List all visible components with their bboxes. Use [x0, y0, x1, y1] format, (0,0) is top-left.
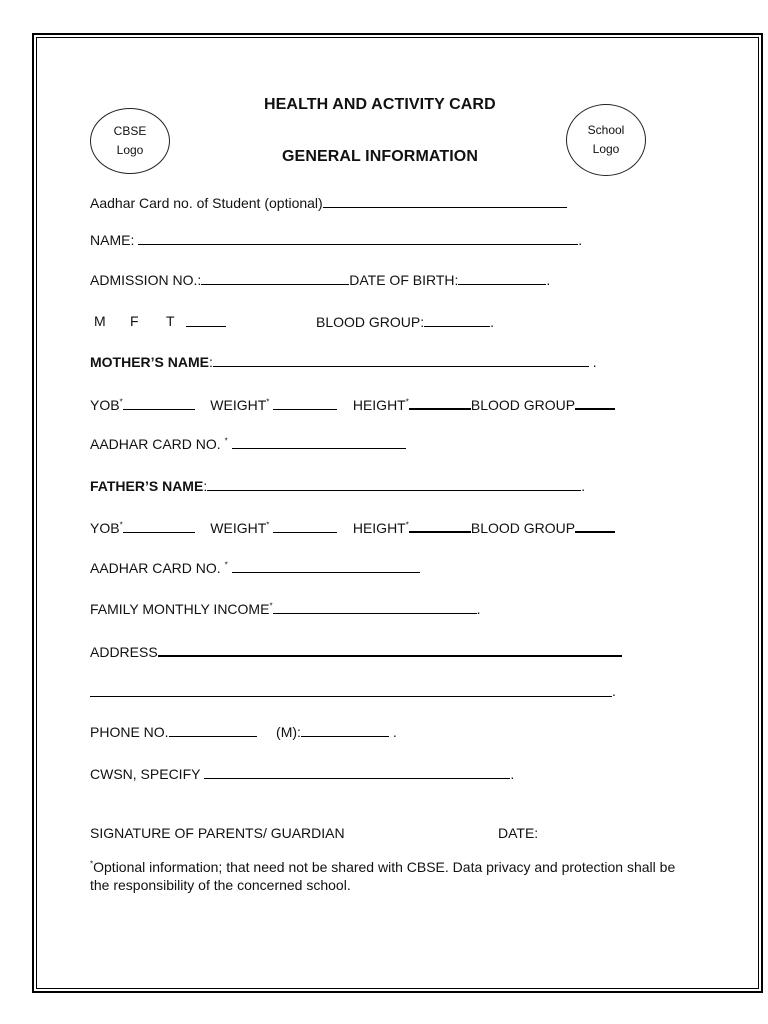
mothers-name-row	[90, 352, 597, 371]
aadhar-student-label: Aadhar Card no. of Student (optional)	[90, 195, 323, 211]
address-field-line-1[interactable]	[158, 641, 622, 657]
footnote-text: Optional information; that need not be shared with CBSE. Data privacy and protection shall be the responsibility of the concerned school.	[90, 859, 676, 893]
father-yob-asterisk: *	[119, 520, 123, 530]
fathers-name-end-dot: .	[581, 478, 586, 494]
name-label: NAME:	[90, 232, 135, 248]
father-weight-field[interactable]	[273, 518, 337, 533]
father-yob-field[interactable]	[123, 518, 195, 533]
mother-weight-field[interactable]	[273, 395, 337, 410]
phone-field[interactable]	[169, 722, 257, 737]
mothers-name-end-dot: .	[592, 354, 597, 370]
phone-row	[90, 722, 397, 741]
mother-yob-field[interactable]	[123, 395, 195, 410]
father-height-field[interactable]	[409, 517, 471, 533]
mother-aadhar-asterisk: *	[224, 436, 228, 446]
name-end-dot: .	[578, 232, 583, 248]
dob-field[interactable]	[458, 270, 546, 285]
mothers-name-label: MOTHER’S NAME	[90, 354, 209, 370]
gender-field[interactable]	[186, 326, 226, 327]
school-logo-text-1: School	[587, 123, 625, 137]
mother-aadhar-row	[90, 434, 406, 453]
phone-label: PHONE NO.	[90, 724, 169, 740]
cbse-logo-placeholder	[90, 108, 170, 174]
admission-row	[90, 270, 550, 289]
mother-yob-label: YOB	[90, 397, 120, 413]
mother-yob-asterisk: *	[119, 397, 123, 407]
father-aadhar-label: AADHAR CARD NO.	[90, 560, 221, 576]
mother-details-row	[90, 394, 615, 414]
date-label: DATE:	[498, 825, 539, 841]
school-logo-text-2: Logo	[592, 142, 620, 156]
fathers-name-colon: :	[203, 478, 208, 494]
page-border-inner	[36, 37, 759, 989]
father-blood-group-field[interactable]	[575, 517, 615, 533]
address-field-line-2[interactable]	[90, 696, 612, 697]
mother-aadhar-label: AADHAR CARD NO.	[90, 436, 221, 452]
gender-f-option[interactable]: F	[130, 313, 139, 329]
footnote-asterisk: *	[90, 859, 94, 869]
mother-weight-label: WEIGHT	[210, 397, 267, 413]
father-aadhar-row	[90, 558, 420, 577]
fathers-name-label: FATHER’S NAME	[90, 478, 204, 494]
cbse-logo-text-1: CBSE	[113, 124, 147, 138]
mothers-name-field[interactable]	[213, 352, 589, 367]
fathers-name-row	[90, 476, 585, 495]
name-field[interactable]	[138, 230, 578, 245]
father-aadhar-field[interactable]	[232, 558, 420, 573]
family-income-label: FAMILY MONTHLY INCOME	[90, 601, 270, 617]
fathers-name-field[interactable]	[207, 476, 581, 491]
family-income-end-dot: .	[476, 601, 481, 617]
mobile-label: (M):	[276, 724, 301, 740]
dob-label: DATE OF BIRTH:	[349, 272, 459, 288]
aadhar-student-field[interactable]	[323, 193, 567, 208]
father-height-label: HEIGHT	[352, 520, 406, 536]
admission-field[interactable]	[201, 270, 349, 285]
cwsn-label: CWSN, SPECIFY	[90, 766, 201, 782]
cwsn-field[interactable]	[204, 764, 510, 779]
cwsn-end-dot: .	[510, 766, 515, 782]
father-weight-label: WEIGHT	[210, 520, 267, 536]
father-yob-label: YOB	[90, 520, 120, 536]
gender-m-option[interactable]: M	[94, 313, 106, 329]
name-row	[90, 230, 582, 249]
address-row	[90, 641, 622, 661]
mothers-name-colon: :	[209, 354, 213, 370]
father-height-asterisk: *	[405, 520, 409, 530]
mother-blood-group-field[interactable]	[575, 394, 615, 410]
student-blood-group-row	[316, 312, 494, 331]
mother-weight-asterisk: *	[266, 397, 270, 407]
blood-group-end-dot: .	[490, 314, 495, 330]
mother-blood-group-label: BLOOD GROUP	[470, 397, 576, 413]
footnote	[90, 858, 690, 894]
family-income-asterisk: *	[269, 601, 273, 611]
section-title: GENERAL INFORMATION	[282, 148, 478, 165]
mother-height-asterisk: *	[405, 397, 409, 407]
student-blood-group-label: BLOOD GROUP:	[316, 314, 425, 330]
father-details-row	[90, 517, 615, 537]
gender-t-option[interactable]: T	[166, 313, 175, 329]
student-blood-group-field[interactable]	[424, 312, 490, 327]
cwsn-row	[90, 764, 514, 783]
signature-label: SIGNATURE OF PARENTS/ GUARDIAN	[90, 825, 345, 841]
cbse-logo-text-2: Logo	[116, 143, 144, 157]
father-aadhar-asterisk: *	[224, 560, 228, 570]
mother-aadhar-field[interactable]	[232, 434, 406, 449]
phone-end-dot: .	[392, 724, 397, 740]
family-income-row	[90, 599, 480, 618]
mobile-field[interactable]	[301, 722, 389, 737]
aadhar-student-row	[90, 193, 567, 212]
school-logo-placeholder	[566, 104, 646, 176]
address-end-dot: .	[612, 683, 616, 699]
mother-height-label: HEIGHT	[352, 397, 406, 413]
address-label: ADDRESS	[90, 644, 158, 660]
family-income-field[interactable]	[273, 599, 477, 614]
admission-label: ADMISSION NO.:	[90, 272, 202, 288]
card-title: HEALTH AND ACTIVITY CARD	[264, 96, 496, 113]
father-weight-asterisk: *	[266, 520, 270, 530]
father-blood-group-label: BLOOD GROUP	[470, 520, 576, 536]
dob-end-dot: .	[546, 272, 551, 288]
mother-height-field[interactable]	[409, 394, 471, 410]
